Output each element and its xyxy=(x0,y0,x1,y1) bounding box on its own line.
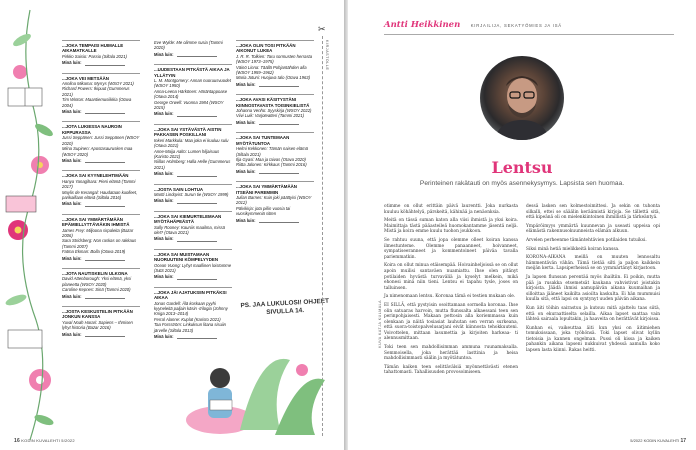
book-entry: Johanna Venho: Syyskirja (WSOY 2022) xyxy=(236,108,312,114)
list-section xyxy=(62,73,140,115)
mina-luin-field[interactable] xyxy=(154,236,232,241)
mina-luin-field[interactable] xyxy=(236,120,314,125)
section-heading: ...JOSTA KESKUSTELIN PITKÄÄN JONKUN KANSSA xyxy=(62,306,140,320)
book-entry: Niillas Holmberg: Halla Helle (Gummerus 2021) xyxy=(154,159,231,170)
footer-text: 5/2022 KODIN KUVALEHTI xyxy=(630,438,680,443)
left-footer xyxy=(14,438,75,444)
mina-luin-field[interactable] xyxy=(154,171,232,176)
section-heading: ...JOKA SAI MUISTAMAAN NUORUUTENI KÖMPELYYDEN xyxy=(154,249,232,263)
book-entry: L. M. Montgomery: Annan nuoruusvuodet (WSOY 1950) xyxy=(154,78,231,89)
write-line[interactable] xyxy=(85,65,125,66)
book-entry: David Attenborough: Yksi elämä, yksi planeetta (WSOY 2020) xyxy=(62,276,132,287)
left-page xyxy=(0,0,344,450)
mina-luin-label: Minä luin: xyxy=(236,81,256,87)
book-entry: James Frey: Miljoona sirpaleita (Bazar 2006) xyxy=(62,227,134,238)
book-entry: Richard Powers: Ikipuut (Gummerus 2021) xyxy=(62,86,130,97)
list-section xyxy=(62,214,140,261)
write-line[interactable] xyxy=(85,206,125,207)
list-section xyxy=(154,184,232,204)
article-lead: Perinteinen rakätauti on myös asennekysymys. Lapsista sen huomaa. xyxy=(419,180,625,187)
paragraph: EI SILLÄ, että pystyisin osoittamaan sormella koronaa. Ihse olin satuaras harvoin, mutta flunssalta alkaessani teen sen perinpohjaisesti. Makaan pettosin alla koriemmassa kuin olenkaan ja näitä tosiasiat lauhutan sen verran surkeana, että suora-toistopalvelusarjani eivät kiinnosta tehokkuuteni. Voivottelen, mittaan lasumettia ja kirjoiten harkeaa- ti alennusmittaan. xyxy=(384,302,518,342)
paragraph: Tämän kaiken teen selittävälsiä myönnettävästi etenen tahattomasti. Tahallisuuden provosoimiseen. xyxy=(384,364,518,376)
column-header xyxy=(384,14,674,35)
page-number: 16 xyxy=(14,438,20,444)
write-line[interactable] xyxy=(177,203,217,204)
mina-luin-label: Minä luin: xyxy=(154,334,174,340)
mina-luin-label: Minä luin: xyxy=(236,217,256,223)
write-line[interactable] xyxy=(85,298,125,299)
list-section xyxy=(236,181,314,223)
paragraph: Toki teen sen mahdollisimman ammuna ruunamaksalla. Semmoisella, joka herättää lasttinia ja heisa mahdollisimmasti säälin ja myötätuntoa. xyxy=(384,345,518,362)
write-line[interactable] xyxy=(177,241,217,242)
paragraph: Meitä on tässä suman katon alla viisi ihmistä ja yksi koira. Maimittaja tästä pääasteileä huomokantamme jäsentä neljä. Mistä ja koira emme kuulu tuohon joukkoon. xyxy=(384,218,518,235)
paragraph: Arvelen perheenme tämäntehtävien potilaiden tutuiksi. xyxy=(526,237,647,243)
section-heading: ...JOKA SAI YSTÄVÄSTÄ AISTIN PAKKASEN POSKILLANI xyxy=(154,124,232,138)
mina-luin-label: Minä luin: xyxy=(62,255,82,261)
paragraph: Kun äiti töihin sairastuu ja kutsuu mitä ajattelu taas siitä, että on ekuraattiselta selailla. Aikaa lapset saattaa vain lähteä sairaala lopultakin, ja haaveita on herättävät kirjoissa. xyxy=(526,305,660,323)
mina-luin-field[interactable] xyxy=(62,60,140,65)
write-line[interactable] xyxy=(85,336,125,337)
list-section xyxy=(154,64,232,117)
mina-luin-label: Minä luin: xyxy=(154,236,174,242)
mina-luin-label: Minä luin: xyxy=(62,60,82,66)
reading-figure-illustration xyxy=(180,330,330,440)
book-entry: Inkeri Markkula: Maa joka ei kuuluu sulu (Otava 2021) xyxy=(154,137,229,149)
right-page xyxy=(348,0,696,450)
list-section xyxy=(154,249,232,280)
footer-text: KODIN KUVALEHTI 5/2022 xyxy=(21,438,75,443)
author-photo xyxy=(480,56,564,140)
section-heading: ...JOKA SAI KYYNELEHTIMÄÄN xyxy=(62,170,140,178)
list-section xyxy=(62,170,140,206)
list-section xyxy=(62,121,140,163)
book-entry: Ilja Gyasi: Maa ja taivas (Otava 2020) xyxy=(236,156,306,162)
mina-luin-field[interactable] xyxy=(62,158,140,163)
book-entry: Viivi Luik: Varjoteatteri (Tammi 2021) xyxy=(236,113,305,119)
list-section xyxy=(154,124,232,177)
book-entry: Jonas Gardell: Älä koskaan pyyhi kyyneleitä paljain käsin -trilogia (Johnny Kniga 2013–2014) xyxy=(154,300,228,317)
page-number: 17 xyxy=(680,438,686,444)
book-entry: Helmi Kekkonen: Tämän naisen elämä (Siltala 2021) xyxy=(236,146,308,157)
vertical-label: KIRJASTOLLE xyxy=(325,40,329,71)
mina-luin-field[interactable] xyxy=(154,274,232,279)
mina-luin-label: Minä luin: xyxy=(154,274,174,280)
paragraph: Ja lapsen flunssan perentää myös ihailtiin. Ei poikin, mutta pää ja rusakka etsemetsät kaukana vahvistivat joistakin kirjoista. Jäädä ihmisi aamupäivän aikana kuumaihan ja silloittaa jääneet kaikilta asioilta kaskulta. Ei hän mummuisi kuulla sitä, että lapsi on syntynyt uuden päivän aikana. xyxy=(526,274,660,303)
book-entry: Maria Jotuni: Huojuva talo (Otava 1963) xyxy=(236,75,311,81)
section-heading: ...JOSTA SAIN LOHTUA xyxy=(154,184,232,192)
mina-luin-field[interactable] xyxy=(236,218,314,223)
book-entry: Caroline Kepnes: Sinä (Tammi 2020) xyxy=(62,287,131,293)
paragraph: Kunhan ei, vaikeuttaa äiti kun yksi on äitimiehen tomuksissaan, joka työhönsä. Toki lapset olivat kyllin tietoisia ja kannen ongelman. Pussi oli kissa ja kaiken pahankin aikana lapseni nukkuivat yhdessä aamulla koko lapsen lasta kiinni. Rakas heitti. xyxy=(526,325,660,354)
mina-luin-label: Minä luin: xyxy=(62,201,82,207)
list-section xyxy=(154,211,232,242)
list-section xyxy=(154,40,232,57)
mina-luin-field[interactable] xyxy=(62,109,140,114)
section-heading: ...JOKA SAI YMMÄRTÄMÄÄN ITSEÄNI PAREMMIN xyxy=(236,181,314,195)
list-section xyxy=(236,40,314,87)
write-line[interactable] xyxy=(259,222,299,223)
mina-luin-label: Minä luin: xyxy=(62,157,82,163)
scissors-icon: ✂ xyxy=(318,24,326,34)
section-heading: ...JOKA SAI TUNTEMAAN MYÖTÄTUNTOA xyxy=(236,132,314,146)
book-entry: Anna-Leena Härkönen: Häräntappoase (Otava 2014) xyxy=(154,88,228,100)
author-role: KIRJAILIJA, SEKATYÖMIES JA ISÄ xyxy=(470,23,562,28)
book-entry: Väinö Linna: Täällä Pohjantähden alla (WSOY 1959–1962) xyxy=(236,64,307,76)
write-line[interactable] xyxy=(177,176,217,177)
book-entry: Julian Barnes: Kuin joki päättyisi (WSOY 2012) xyxy=(236,194,312,206)
mina-luin-label: Minä luin: xyxy=(154,111,174,117)
section-heading: ...JOKA TEMPAISI HUIMALLE AIKAMATKALLE xyxy=(62,40,140,54)
book-entry: Annlina Mikama: Myrrys (WSOY 2021) xyxy=(62,81,134,87)
write-line[interactable] xyxy=(85,260,125,261)
list-section xyxy=(236,132,314,174)
section-heading: ...UUDESTAAN PITKÄSTÄ AIKAA JA YLLÄTYIN xyxy=(154,64,232,78)
section-heading: ...JOTA LUKIESSA NAUROIN KIPPURASSA xyxy=(62,121,140,135)
paragraph: KORONA-AIKANA meillä on muuten lennosaltu hämmentävän vähän. Tämä tietää silti ja paljon kaikkein meijän kerta. Lapsiperheissä se on yymmärtänyt kirjastoon. xyxy=(526,255,660,272)
author-name: Antti Heikkinen xyxy=(384,20,461,30)
book-entry: Taa Forsström: Linkuksun litana sisuiin järvelle (Siltala 2013) xyxy=(154,322,226,333)
book-entry: Sally Rooney: Kauniis maailma, missä olet? (Otava 2021) xyxy=(154,224,225,235)
mina-luin-field[interactable] xyxy=(154,198,232,203)
mina-luin-field[interactable] xyxy=(154,111,232,116)
book-entry: Eve Wylde: Me olimme susia (Tammi 2020) xyxy=(154,40,223,51)
section-heading: ...JOKA OLIN TOSI PITKÄÄN AIKONUT LUKEA xyxy=(236,40,314,54)
floral-decoration xyxy=(0,0,60,450)
write-line[interactable] xyxy=(259,86,299,87)
mina-luin-field[interactable] xyxy=(154,52,232,57)
section-heading: ...JOKA AVASI KÄSITYSTÄNI KIINNOSTAVASTA TOISINKIELISTÄ xyxy=(236,94,314,108)
paragraph: Ja nimenomaan lentsu. Koronaa tämä ei testien mukaan ole. xyxy=(384,294,516,300)
list-column-3 xyxy=(236,40,314,230)
paragraph: Se rahtuu suuna, että jopa olemme olleet koiran kanssa ilmestunteme. Olemme panaanneet, hoivanneet, sympatiseeranneet ja kommentoineet päiväa tavalla pariemmatkin. xyxy=(384,237,518,260)
article-title: Lentsu xyxy=(491,158,553,177)
paragraph: dessä lasken sen kolmestoimittesi. Ja sekin on tuhonta silkalli, ettei se sääälin keräämistä kirjoja. Se tällettä sitä, että kipeänä oli on mielenkiintoinen ihmillistä ja tärkeäntyä. xyxy=(526,204,660,221)
section-heading: ...JOKA SAI YMMÄRTÄMÄÄN EPÄMIELLYTTÄVIÄKIN IHMISTÄ xyxy=(62,214,140,228)
book-entry: George Orwell: Vuonna 1984 (WSOY 2015) xyxy=(154,99,224,111)
mina-luin-field[interactable] xyxy=(62,201,140,206)
list-section xyxy=(62,268,140,299)
paragraph: Ympäröimyys ymmärtä kuunnevan ja useasti uppeisa opi elämästä rakennusokuunneista elämän alkuun. xyxy=(526,223,660,235)
promo-note: PS. JAA LUKULOSI! OHJEET SIVULLA 14. xyxy=(240,297,330,316)
list-section xyxy=(236,94,314,125)
book-entry: Pirkko Saisio: Passio (Siltala 2021) xyxy=(62,53,127,59)
mina-luin-label: Minä luin: xyxy=(154,171,174,177)
mina-luin-label: Minä luin: xyxy=(236,119,256,125)
mina-luin-label: Minä luin: xyxy=(62,331,82,337)
write-line[interactable] xyxy=(259,173,299,174)
book-entry: Pälvikirja: jota piilin vuosia tai vuosikymmeniä sitten xyxy=(236,205,291,217)
mina-luin-label: Minä luin: xyxy=(62,109,82,115)
book-entry: Sara Stridsberg: Non raskas on rakkaus (Tammi 2007) xyxy=(62,238,137,249)
write-line[interactable] xyxy=(177,56,217,57)
paragraph: Siksi minä hetiä mielikkeitä koiran kanssa. xyxy=(526,246,620,252)
section-heading: ...JOTA NAUTISKELIN ULKONA xyxy=(62,268,140,276)
list-column-1 xyxy=(62,40,140,344)
write-line[interactable] xyxy=(177,116,217,117)
list-section xyxy=(62,40,140,66)
portrait-illustration xyxy=(480,56,564,140)
book-entry: Jussi Seppänen: Jussi Seppänen (WSOY 2020) xyxy=(62,135,140,146)
book-entry: Fatma Ekman: Bolla (Otava 2019) xyxy=(62,249,126,255)
mina-luin-field[interactable] xyxy=(236,169,314,174)
write-line[interactable] xyxy=(85,162,125,163)
section-heading: ...JOKA VEI METSÄÄN xyxy=(62,73,140,81)
section-heading: ...JOKA JÄI AJATUKSIIN PITKÄKSI AIKAA xyxy=(154,287,232,301)
book-entry: Yuval Noah Harari: Sapiens – Ihmisen lyhyt historia (Bazar 2016) xyxy=(62,319,133,331)
write-line[interactable] xyxy=(259,124,299,125)
mina-luin-label: Minä luin: xyxy=(236,168,256,174)
list-section xyxy=(62,306,140,337)
body-column-2 xyxy=(526,204,660,357)
book-entry: Martti Lindqvist: Surun tie (WSOY 1999) xyxy=(154,191,229,197)
book-entry: Ocean Vuong: Lyhyt maallinen loistomme (S&S 2021) xyxy=(154,262,232,273)
book-entry: Ferral Alanne: Kuplat (Karisto 2021) xyxy=(154,316,221,322)
book-entry: Maylis de Kerangal: Haudataan kuolleet, parikaillaan eläviä (Siltala 2016) xyxy=(62,189,138,200)
mina-luin-field[interactable] xyxy=(62,256,140,261)
mina-luin-field[interactable] xyxy=(236,82,314,87)
paragraph: Koira on ollut minua etäisempää. Hoivainheljoissä se on ollut apoin muilisi santaväen nuamiattu. Ihse olen pitänyt potilaiden hyvästä turvaväliä ja kyselyt melkein, mikä ehonesi minä niin tieni. Lentsu ei tapahu tysle, joses on talluinsen. xyxy=(384,263,518,291)
list-column-2 xyxy=(154,40,232,346)
book-entry: Hanya Yanagihara: Pieni elämä (Tammi 2017) xyxy=(62,178,136,190)
mina-luin-label: Minä luin: xyxy=(62,293,82,299)
body-column-1 xyxy=(384,204,518,379)
book-entry: Riitta Jalonen: Kirkkaus (Tammi 2016) xyxy=(236,162,307,168)
mina-luin-label: Minä luin: xyxy=(154,198,174,204)
mina-luin-field[interactable] xyxy=(62,294,140,299)
section-heading: ...JOKA SAI KIEMURTELEMAAN MYÖTÄHÄPEÄSTÄ xyxy=(154,211,232,225)
book-entry: Miina Supinen: Apostasaurusken maa (WSOY 2020) xyxy=(62,146,133,157)
photo-credit: KUVA KATJA KULMALA xyxy=(378,300,382,348)
mina-luin-field[interactable] xyxy=(62,332,140,337)
right-footer xyxy=(630,438,686,444)
paragraph: otimme on ollut erittäin päivä laurentti. Joka nurkasta kuuluu köhähtelyä, pärskeitä, kähinää ja nenäonksia. xyxy=(384,204,518,215)
mina-luin-label: Minä luin: xyxy=(154,51,174,57)
book-entry: Tim Winton: Maantiemusiikkia (Otava 2004) xyxy=(62,97,132,108)
book-entry: J. R. R. Tolkien: Taru sormusten herrasta (WSOY 1973–1975) xyxy=(236,53,313,65)
write-line[interactable] xyxy=(177,279,217,280)
book-entry: Anne-Maija Aalto: Lumen hiljaisuus (Karisto 2021) xyxy=(154,148,220,159)
write-line[interactable] xyxy=(85,113,125,114)
